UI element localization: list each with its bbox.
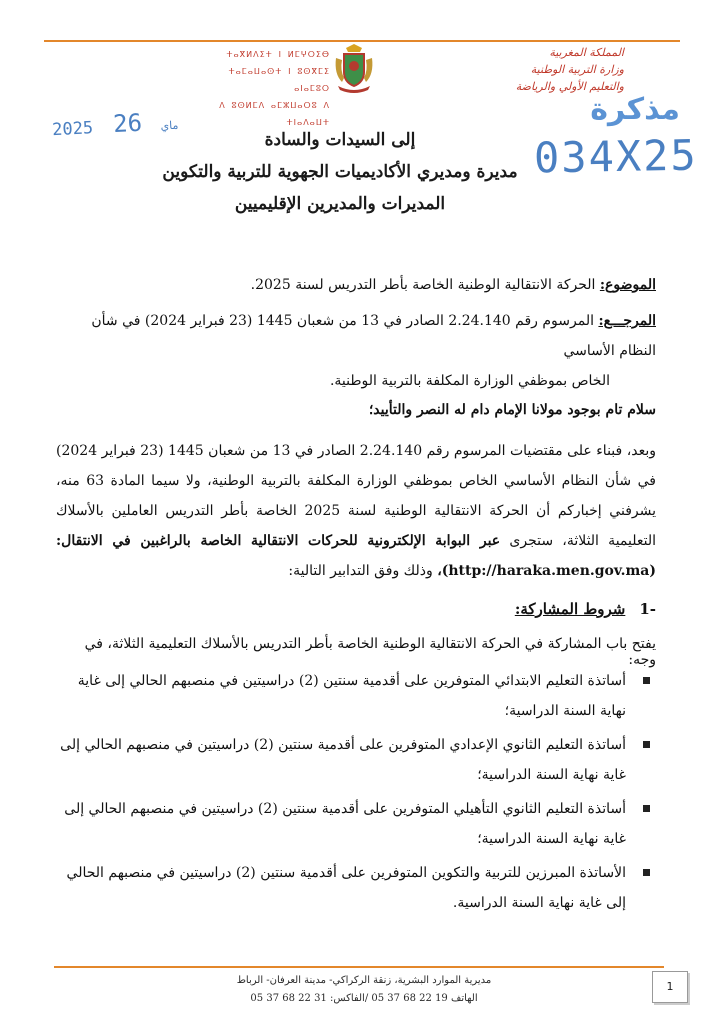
main-paragraph [56, 436, 656, 586]
list-item [56, 730, 656, 790]
paragraph-text: وبعد، فبناء على مقتضيات المرسوم رقم 2.24.140 الصادر في 13 من شعبان 1445 (23 فبراير 2024) في شأن النظام الأساسي الخاص بموظفي الوزارة المكلفة بالتربية الوطنية، ولا سيما المادة 63 منه، يشرفني إخباركم أن الحركة الانتقالية الوطنية لسنة 2025 الخاصة بأطر التدريس العاملين بالأسلاك التعليمية الثلاثة، ستجرى [56, 443, 657, 549]
addressee-line: المديرات والمديرين الإقليميين [234, 194, 446, 214]
bullet-icon [643, 741, 650, 748]
page-number: 1 [652, 971, 688, 1003]
section-number: -1 [639, 600, 656, 618]
list-item-text: أساتذة التعليم الثانوي التأهيلي المتوفرين على أقدمية سنتين (2) دراسيتين في منصبهم الحالي إلى غاية نهاية السنة الدراسية؛ [64, 801, 626, 847]
coat-of-arms-icon [332, 42, 376, 94]
subject-text: الحركة الانتقالية الوطنية الخاصة بأطر التدريس لسنة 2025. [250, 277, 600, 293]
list-item [56, 794, 656, 854]
section-intro: يفتح باب المشاركة في الحركة الانتقالية الوطنية الخاصة بأطر التدريس بالأسلاك التعليمية الثلاثة، في وجه: [84, 636, 656, 668]
section-title: شروط المشاركة: [514, 600, 626, 618]
list-item-text: أساتذة التعليم الثانوي الإعدادي المتوفرين على أقدمية سنتين (2) دراسيتين في منصبهم الحالي إلى غاية نهاية السنة الدراسية؛ [60, 737, 626, 783]
subject-label: الموضوع: [599, 277, 656, 293]
ministry-line: وزارة التربية الوطنية [530, 63, 624, 76]
list-item-text: الأساتذة المبرزين للتربية والتكوين المتوفرين على أقدمية سنتين (2) دراسيتين في منصبهم الحالي إلى غاية نهاية السنة الدراسية. [66, 865, 626, 911]
bullet-icon [643, 677, 650, 684]
reference-continuation: الخاص بموظفي الوزارة المكلفة بالتربية الوطنية. [329, 373, 610, 389]
reference-label: المرجـــع: [598, 313, 656, 329]
paragraph-text: وذلك وفق التدابير التالية: [288, 563, 438, 579]
footer-line: مديرية الموارد البشرية، زنقة الركراكي- مدينة العرفان- الرباط [236, 975, 492, 986]
section-heading [56, 600, 656, 618]
reference-text: المرسوم رقم 2.24.140 الصادر في 13 من شعبان 1445 (23 فبراير 2024) في شأن النظام الأساسي [91, 313, 656, 359]
memo-type-stamp: مذكرة [590, 92, 680, 127]
addressee-line: مديرة ومديري الأكاديميات الجهوية للتربية والتكوين [162, 162, 518, 182]
footer-line: الهاتف 19 22 68 37 05 /الفاكس: 31 22 68 37 05 [250, 993, 478, 1004]
subject-line [56, 272, 656, 298]
stamp-day: 26 [112, 108, 143, 139]
tifinagh-line: ⵜⴰⴳⵍⴷⵉⵜ ⵏ ⵍⵎⵖⵔⵉⴱ [226, 50, 330, 59]
eligibility-list [56, 666, 656, 922]
stamp-month: ماي [160, 118, 179, 133]
list-item-text: أساتذة التعليم الابتدائي المتوفرين على أقدمية سنتين (2) دراسيتين في منصبهم الحالي إلى غاية نهاية السنة الدراسية؛ [77, 673, 626, 719]
addressee-block [150, 124, 530, 220]
reference-block [56, 306, 656, 396]
ministry-line: والتعليم الأولي والرياضة [515, 80, 624, 93]
stamp-year: 2025 [51, 118, 94, 141]
portal-reference: عبر البوابة الإلكترونية للحركات الانتقالية الخاصة بالراغبين في الانتقال: (http://haraka.men.gov.ma)، [56, 533, 656, 579]
greeting: سلام تام بوجود مولانا الإمام دام له النصر والتأييد؛ [368, 402, 656, 418]
ministry-name-arabic [424, 44, 624, 95]
tifinagh-line: ⴷ ⵓⵙⵍⵎⴷ ⴰⵎⵣⵡⴰⵔⵓ ⴷ ⵜⵏⴰⴷⴰⵡⵜ [219, 101, 330, 127]
footer-address [184, 972, 544, 1008]
bullet-icon [643, 869, 650, 876]
memo-number-stamp: 034X25 [533, 130, 699, 183]
ministry-line: المملكة المغربية [549, 46, 624, 59]
tifinagh-line: ⵜⴰⵎⴰⵡⴰⵙⵜ ⵏ ⵓⵙⴳⵎⵉ ⴰⵏⴰⵎⵓⵔ [228, 67, 330, 93]
addressee-line: إلى السيدات والسادة [264, 130, 416, 150]
bullet-icon [643, 805, 650, 812]
list-item [56, 858, 656, 918]
footer-rule [54, 966, 664, 968]
ministry-name-tifinagh [210, 46, 330, 131]
list-item [56, 666, 656, 726]
